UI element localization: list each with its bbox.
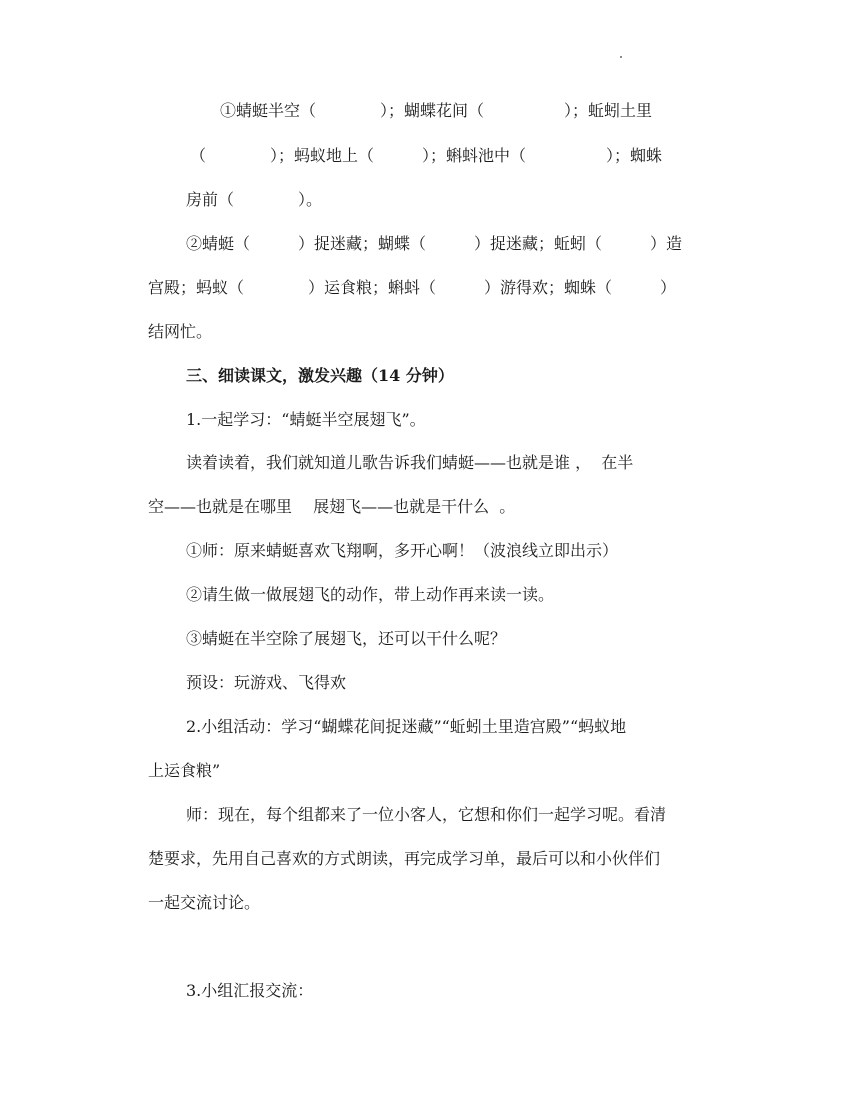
text-line: 结网忙。 — [148, 322, 213, 341]
text-line: （ ）；蚂蚁地上（ ）；蝌蚪池中（ ）；蜘蛛 — [190, 146, 663, 165]
text-line: 楚要求，先用自己喜欢的方式朗读，再完成学习单，最后可以和小伙伴们 — [148, 849, 661, 868]
text-line: ②请生做一做展翅飞的动作，带上动作再来读一读。 — [186, 585, 555, 604]
text-line: 读着读着，我们就知道儿歌告诉我们蜻蜓——也就是谁 ， 在半 — [186, 453, 634, 472]
text-line: 一起交流讨论。 — [148, 893, 261, 912]
section-heading: 三、细读课文，激发兴趣（14 分钟） — [186, 366, 454, 385]
text-line: 1.一起学习：“蜻蜓半空展翅飞”。 — [186, 410, 426, 429]
text-line: 3.小组汇报交流： — [186, 981, 314, 1000]
text-line: ①蜻蜓半空（ ）；蝴蝶花间（ ）；蚯蚓土里 — [220, 101, 653, 120]
text-line: 宫殿；蚂蚁（ ）运食粮；蝌蚪（ ）游得欢；蜘蛛（ ） — [148, 278, 677, 297]
text-line: ③蜻蜓在半空除了展翅飞，还可以干什么呢？ — [186, 629, 507, 648]
text-line: 上运食粮” — [148, 761, 221, 780]
text-line: ②蜻蜓（ ）捉迷藏；蝴蝶（ ）捉迷藏；蚯蚓（ ）造 — [186, 234, 683, 253]
text-line: 2.小组活动：学习“蝴蝶花间捉迷藏”“蚯蚓土里造宫殿”“蚂蚁地 — [186, 717, 627, 736]
text-line: ①师：原来蜻蜓喜欢飞翔啊，多开心啊！（波浪线立即出示） — [186, 541, 619, 560]
text-line: 预设：玩游戏、飞得欢 — [186, 673, 347, 692]
text-line: 空——也就是在哪里 展翅飞——也就是干什么 。 — [148, 497, 516, 516]
text-line: 师：现在，每个组都来了一位小客人，它想和你们一起学习呢。看清 — [186, 805, 667, 824]
page-dot-mark — [620, 56, 622, 58]
text-line: 房前（ ）。 — [186, 190, 323, 209]
